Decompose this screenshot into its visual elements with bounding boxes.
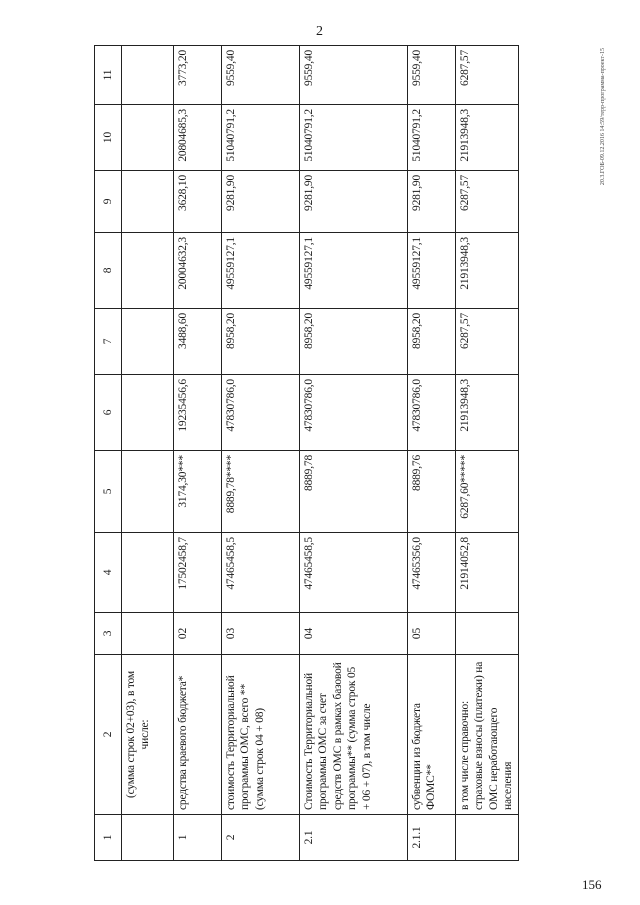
value-cell xyxy=(122,309,174,375)
value-cell: 9559,40 xyxy=(300,46,408,105)
value-cell: 51040791,2 xyxy=(300,105,408,171)
row-code-cell: 04 xyxy=(300,613,408,655)
table-row xyxy=(122,46,174,861)
value-cell: 9559,40 xyxy=(408,46,456,105)
row-number-cell xyxy=(122,815,174,861)
header-cell: 8 xyxy=(95,233,122,309)
side-stamp: 20.3.ГОБ-09.12.2016 14:59/терр-программа-проект-15 xyxy=(600,48,606,186)
header-cell: 10 xyxy=(95,105,122,171)
value-cell: 17502458,7 xyxy=(174,533,222,613)
header-cell: 7 xyxy=(95,309,122,375)
value-cell: 49559127,1 xyxy=(408,233,456,309)
value-cell: 6287,57 xyxy=(456,46,519,105)
value-cell: 9281,90 xyxy=(222,171,300,233)
value-cell: 3488,60 xyxy=(174,309,222,375)
rotated-table-container xyxy=(94,46,514,861)
value-cell: 21914052,8 xyxy=(456,533,519,613)
value-cell: 51040791,2 xyxy=(222,105,300,171)
row-name-cell: субвенции из бюджета ФОМС** xyxy=(408,655,456,815)
table-row xyxy=(222,46,300,861)
table-row xyxy=(174,46,222,861)
value-cell: 6287,57 xyxy=(456,309,519,375)
value-cell: 8958,20 xyxy=(408,309,456,375)
value-cell: 49559127,1 xyxy=(222,233,300,309)
value-cell: 21913948,3 xyxy=(456,105,519,171)
row-name-cell: Стоимость Территориальной программы ОМС за счет средств ОМС в рамках базовой программы** (сумма строк 05 + 06 + 07), в том числе xyxy=(300,655,408,815)
value-cell xyxy=(122,105,174,171)
value-cell: 21913948,3 xyxy=(456,233,519,309)
header-cell: 11 xyxy=(95,46,122,105)
table-row xyxy=(456,46,519,861)
value-cell: 20004632,3 xyxy=(174,233,222,309)
header-cell: 4 xyxy=(95,533,122,613)
value-cell: 47830786,0 xyxy=(222,375,300,451)
value-cell: 19235456,6 xyxy=(174,375,222,451)
table-row xyxy=(408,46,456,861)
table-wrapper xyxy=(94,46,514,861)
value-cell: 6287,57 xyxy=(456,171,519,233)
financial-table xyxy=(94,45,519,861)
row-name-cell: средства краевого бюджета* xyxy=(174,655,222,815)
value-cell: 3773,20 xyxy=(174,46,222,105)
value-cell: 9559,40 xyxy=(222,46,300,105)
row-name-cell: стоимость Территориальной программы ОМС, всего ** (сумма строк 04 + 08) xyxy=(222,655,300,815)
row-number-cell: 1 xyxy=(174,815,222,861)
header-cell: 9 xyxy=(95,171,122,233)
value-cell xyxy=(122,46,174,105)
value-cell: 21913948,3 xyxy=(456,375,519,451)
header-cell: 6 xyxy=(95,375,122,451)
header-cell: 3 xyxy=(95,613,122,655)
row-code-cell: 05 xyxy=(408,613,456,655)
value-cell xyxy=(122,451,174,533)
value-cell: 8889,76 xyxy=(408,451,456,533)
value-cell: 47465356,0 xyxy=(408,533,456,613)
row-name-cell: в том числе справочно: страховые взносы (платежи) на ОМС неработающего населения xyxy=(456,655,519,815)
row-code-cell xyxy=(456,613,519,655)
row-number-cell: 2.1 xyxy=(300,815,408,861)
value-cell: 47830786,0 xyxy=(408,375,456,451)
value-cell xyxy=(122,171,174,233)
page-number-bottom: 156 xyxy=(582,877,602,892)
value-cell: 9281,90 xyxy=(408,171,456,233)
header-cell: 1 xyxy=(95,815,122,861)
value-cell: 47465458,5 xyxy=(222,533,300,613)
value-cell xyxy=(122,533,174,613)
value-cell: 9281,90 xyxy=(300,171,408,233)
value-cell: 8958,20 xyxy=(300,309,408,375)
header-cell: 5 xyxy=(95,451,122,533)
row-code-cell xyxy=(122,613,174,655)
value-cell: 8889,78**** xyxy=(222,451,300,533)
page-number-top: 2 xyxy=(316,24,323,39)
value-cell: 51040791,2 xyxy=(408,105,456,171)
row-number-cell xyxy=(456,815,519,861)
row-code-cell: 02 xyxy=(174,613,222,655)
value-cell: 20804685,3 xyxy=(174,105,222,171)
row-code-cell: 03 xyxy=(222,613,300,655)
row-name-cell: (сумма строк 02+03), в том числе: xyxy=(122,655,174,815)
header-row xyxy=(95,46,122,861)
value-cell xyxy=(122,375,174,451)
value-cell xyxy=(122,233,174,309)
row-number-cell: 2.1.1 xyxy=(408,815,456,861)
value-cell: 8958,20 xyxy=(222,309,300,375)
value-cell: 3628,10 xyxy=(174,171,222,233)
value-cell: 49559127,1 xyxy=(300,233,408,309)
value-cell: 47830786,0 xyxy=(300,375,408,451)
value-cell: 8889,78 xyxy=(300,451,408,533)
value-cell: 47465458,5 xyxy=(300,533,408,613)
value-cell: 3174,30*** xyxy=(174,451,222,533)
row-number-cell: 2 xyxy=(222,815,300,861)
value-cell: 6287,60***** xyxy=(456,451,519,533)
header-cell: 2 xyxy=(95,655,122,815)
table-row xyxy=(300,46,408,861)
